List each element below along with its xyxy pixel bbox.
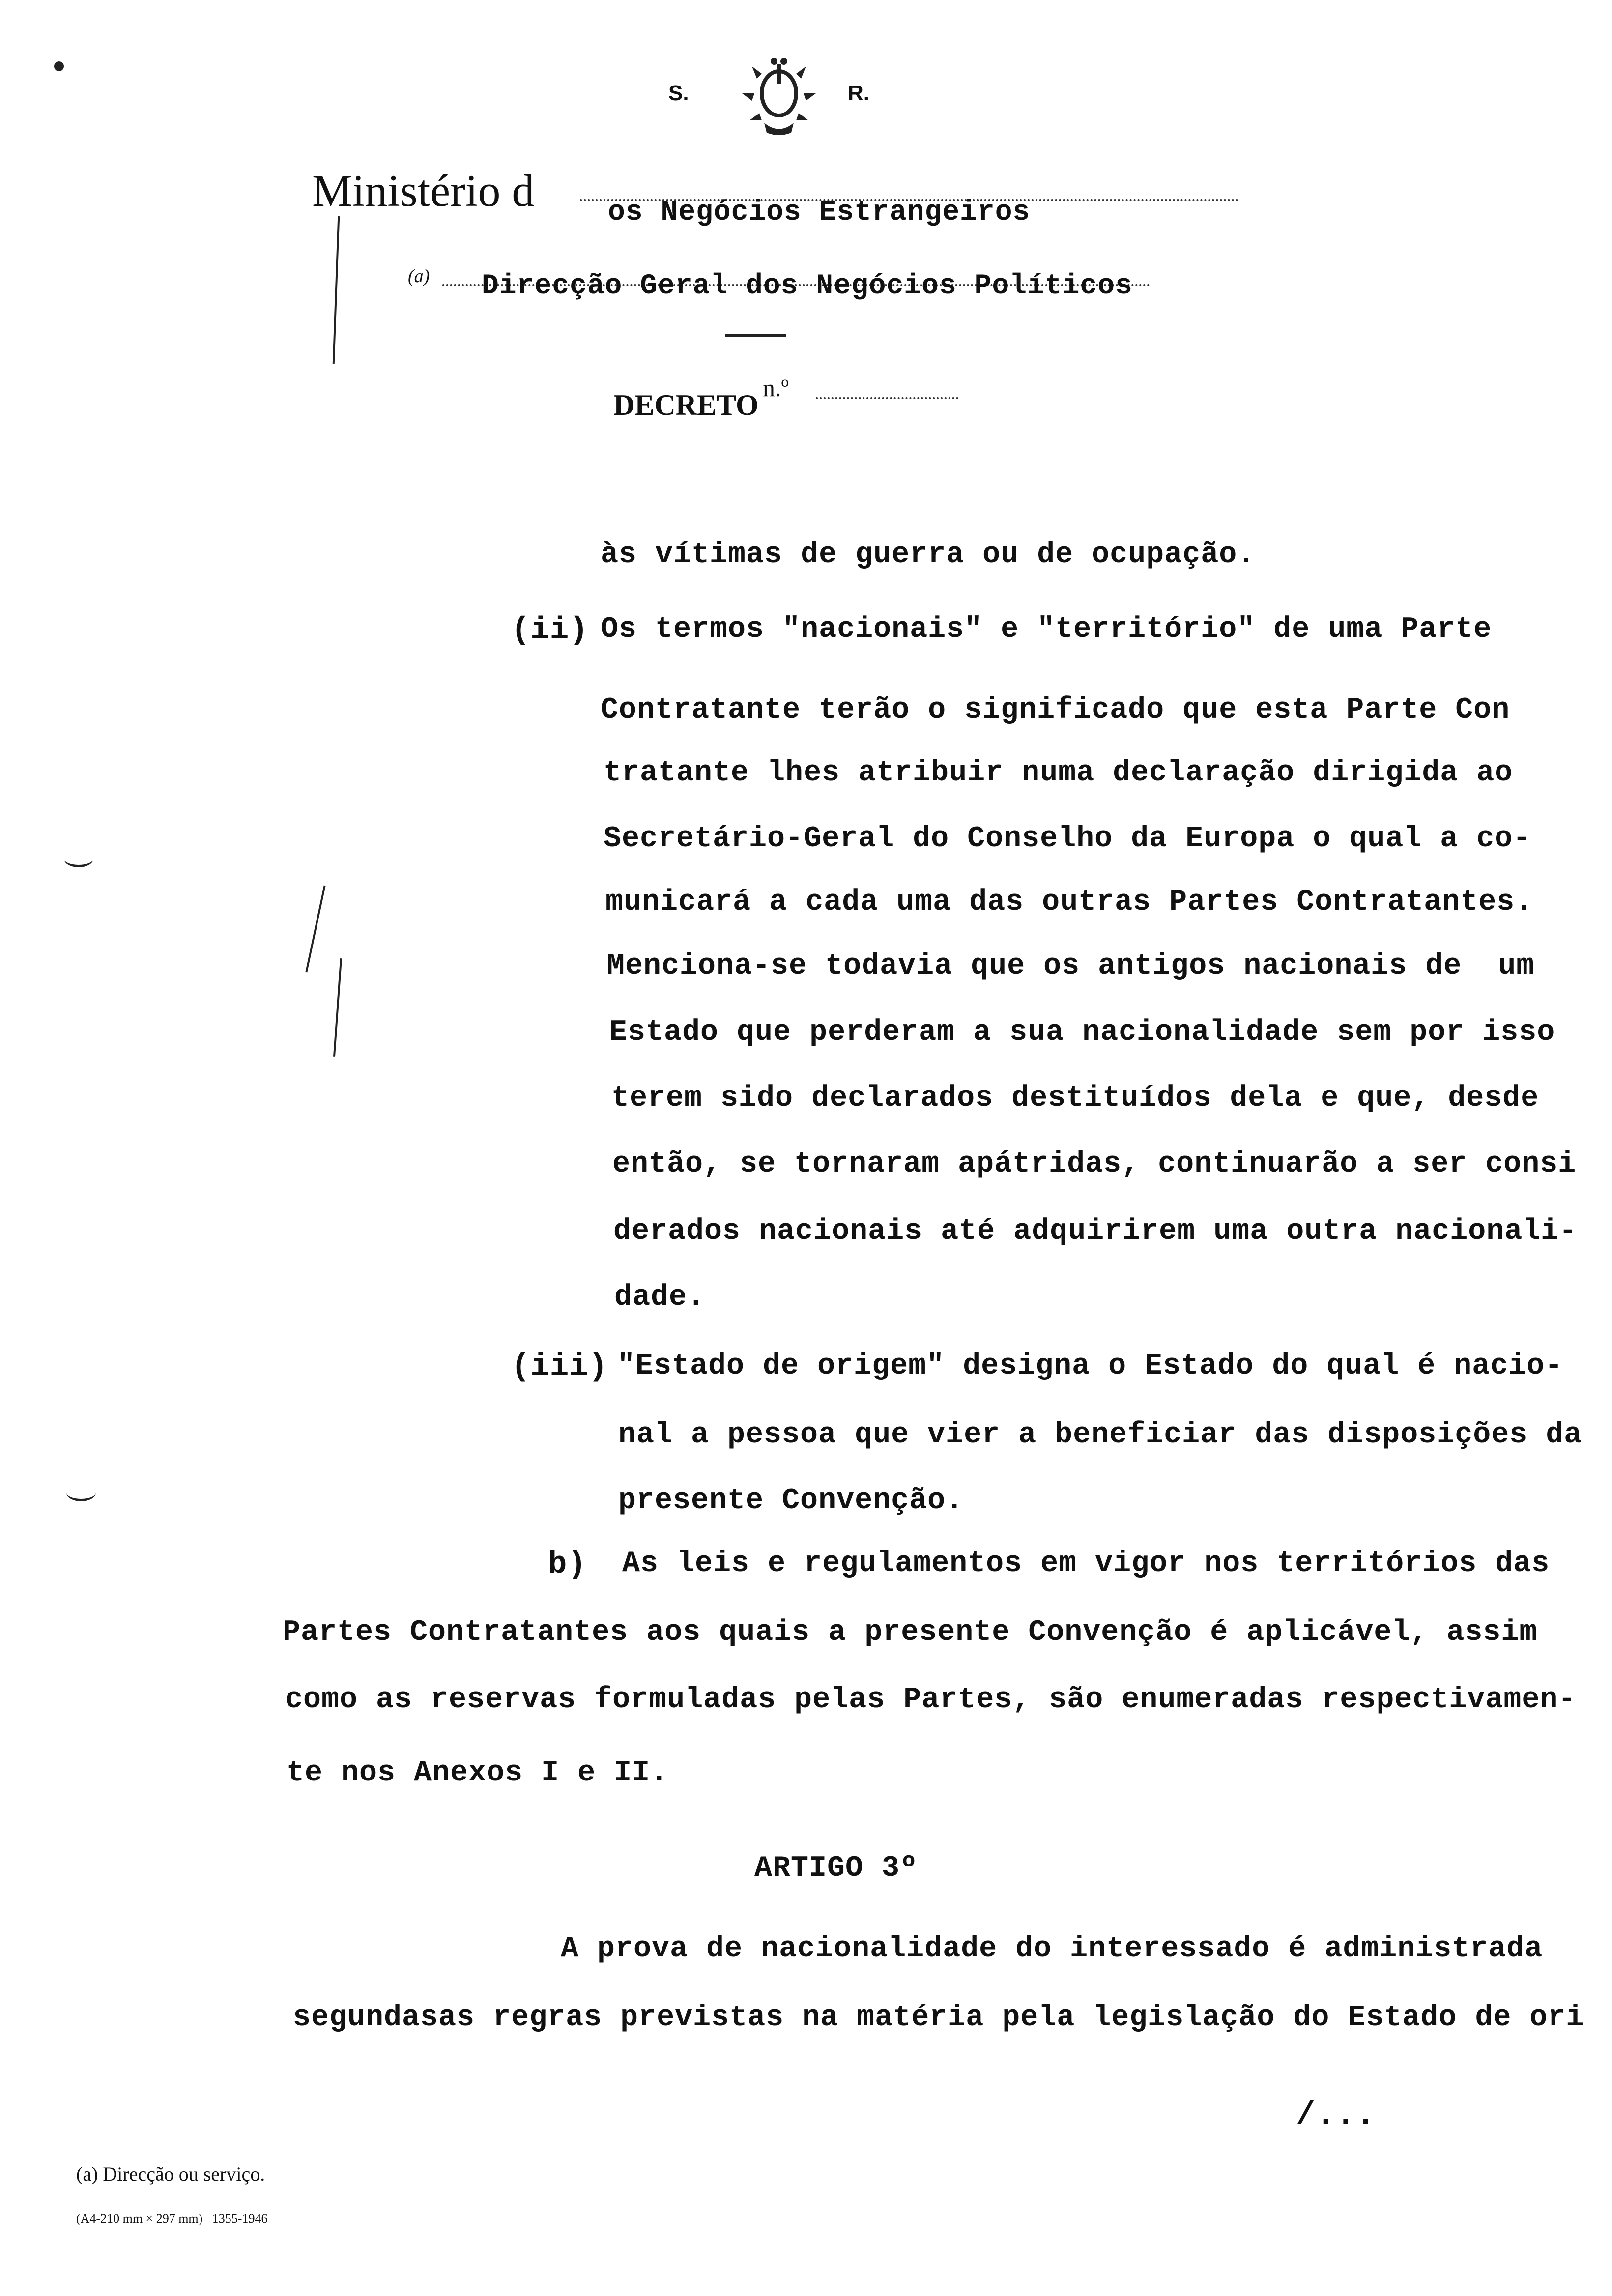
item-marker-iii: (iii) <box>511 1349 608 1385</box>
body-line: presente Convenção. <box>618 1484 964 1518</box>
body-line: como as reservas formuladas pelas Partes, são enumeradas respectivamen- <box>285 1683 1577 1717</box>
body-line: Menciona-se todavia que os antigos nacionais de um <box>607 949 1535 983</box>
scan-speck <box>54 61 64 71</box>
body-line: então, se tornaram apátridas, continuarão a ser consi <box>612 1148 1577 1181</box>
margin-mark <box>66 1484 96 1501</box>
body-line: As leis e regulamentos em vigor nos territórios das <box>622 1547 1550 1580</box>
body-line: te nos Anexos I e II. <box>287 1756 669 1790</box>
body-line: tratante lhes atribuir numa declaração dirigida ao <box>604 756 1513 790</box>
body-line: às vítimas de guerra ou de ocupação. <box>601 538 1256 572</box>
number-label: n.º <box>763 374 789 402</box>
body-line: Estado que perderam a sua nacionalidade sem por isso <box>609 1016 1555 1049</box>
body-line: A prova de nacionalidade do interessado é administrada <box>561 1932 1543 1966</box>
body-line: nal a pessoa que vier a beneficiar das disposições da <box>618 1418 1583 1452</box>
ministry-name: os Negócios Estrangeiros <box>608 197 1031 229</box>
body-line: municará a cada uma das outras Partes Contratantes. <box>605 886 1533 919</box>
margin-mark <box>333 958 342 1057</box>
service-name: Direcção Geral dos Negócios Políticos <box>482 270 1133 302</box>
item-marker-ii: (ii) <box>511 613 589 648</box>
body-line: segundasas regras previstas na matéria pela legislação do Estado de ori <box>293 2001 1584 2035</box>
body-line: Secretário-Geral do Conselho da Europa o qual a co- <box>604 822 1531 856</box>
service-marker: (a) <box>408 266 430 287</box>
margin-mark <box>64 850 93 867</box>
coat-of-arms-emblem <box>735 54 823 138</box>
body-line: Partes Contratantes aos quais a presente Convenção é aplicável, assim <box>283 1616 1538 1649</box>
form-info: (A4-210 mm × 297 mm) 1355-1946 <box>76 2211 268 2226</box>
letterhead-left-initial: S. <box>668 81 689 105</box>
body-line: derados nacionais até adquirirem uma outra nacionali- <box>613 1215 1578 1248</box>
document-type: DECRETO <box>613 389 759 421</box>
number-dotted-line <box>816 397 958 399</box>
ornamental-rule <box>725 334 786 337</box>
ministry-label: Ministério d <box>312 166 535 216</box>
article-heading: ARTIGO 3º <box>754 1852 919 1885</box>
continuation-mark: /... <box>1296 2096 1376 2133</box>
body-line: Os termos "nacionais" e "território" de uma Parte <box>601 613 1492 646</box>
body-line: terem sido declarados destituídos dela e que, desde <box>611 1082 1539 1115</box>
letterhead-right-initial: R. <box>848 81 869 105</box>
margin-mark <box>305 886 325 973</box>
margin-mark <box>333 216 340 364</box>
footnote: (a) Direcção ou serviço. <box>76 2163 265 2185</box>
item-marker-b: b) <box>548 1547 587 1582</box>
body-line: Contratante terão o significado que esta Parte Con <box>601 693 1510 727</box>
body-line: dade. <box>614 1281 706 1314</box>
body-line: "Estado de origem" designa o Estado do qual é nacio- <box>617 1349 1563 1383</box>
